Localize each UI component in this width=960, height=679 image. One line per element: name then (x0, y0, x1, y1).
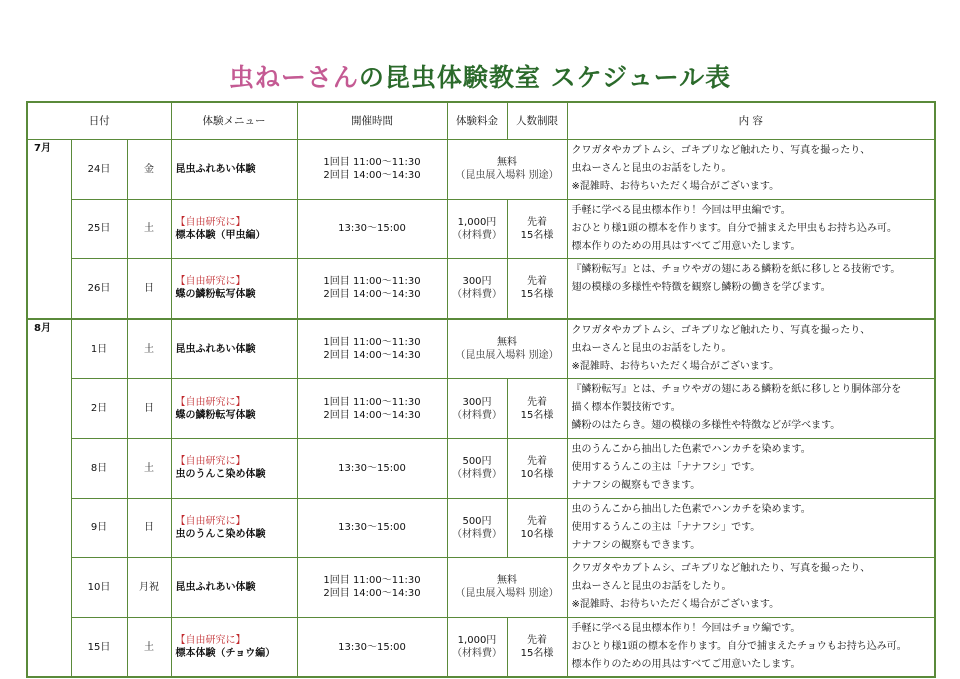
time-slot: 1回目 11:00～11:30 (323, 396, 421, 408)
weekday-cell: 土 (127, 438, 171, 498)
free-research-tag: 【自由研究に】 (175, 396, 246, 408)
limit-label: 先着 (527, 396, 547, 408)
fee-amount: 300円 (462, 276, 492, 288)
menu-name: 蝶の鱗粉転写体験 (175, 409, 256, 421)
fee-amount: 無料 (497, 337, 517, 349)
limit-label: 先着 (527, 515, 547, 527)
content-cell (567, 379, 935, 439)
page-title (0, 58, 960, 94)
weekday-cell: 土 (127, 617, 171, 677)
menu-name: 蝶の鱗粉転写体験 (175, 289, 256, 301)
fee-note: （材料費） (452, 229, 502, 241)
content-line: 虫ねーさんと昆虫のお話をしたり。 (571, 163, 732, 174)
header-menu: 体験メニュー (171, 102, 297, 140)
content-line: 標本作りのための用具はすべてご用意いたします。 (571, 658, 801, 670)
menu-cell (171, 438, 297, 498)
content-cell (567, 498, 935, 558)
day-cell: 10日 (71, 558, 127, 618)
content-line: 虫のうんこから抽出した色素でハンカチを染めます。 (571, 443, 811, 455)
fee-amount: 500円 (462, 456, 492, 468)
fee-cell (447, 319, 567, 379)
fee-cell (447, 438, 507, 498)
limit-count: 10名様 (520, 528, 554, 540)
month-label: 7月 (27, 140, 71, 319)
table-row (27, 259, 935, 319)
fee-note: （材料費） (452, 648, 502, 660)
free-research-tag: 【自由研究に】 (175, 276, 246, 288)
month-label: 8月 (27, 319, 71, 678)
fee-amount: 無料 (497, 157, 517, 169)
menu-name: 昆虫ふれあい体験 (175, 581, 256, 593)
content-line: おひとり様1頭の標本を作ります。自分で捕まえた甲虫もお持ち込み可。 (571, 222, 898, 234)
header-content: 内 容 (567, 102, 935, 140)
time-slot: 13:30～15:00 (338, 462, 406, 474)
content-line: クワガタやカブトムシ、ゴキブリなど触れたり、写真を撮ったり、 (571, 145, 871, 156)
weekday-cell: 土 (127, 199, 171, 259)
time-slot: 1回目 11:00～11:30 (323, 575, 421, 587)
content-cell (567, 319, 935, 379)
menu-cell (171, 259, 297, 319)
header-time: 開催時間 (297, 102, 447, 140)
content-line: ナナフシの観察もできます。 (571, 539, 701, 551)
menu-name: 標本体験（チョウ編） (175, 648, 276, 660)
time-slot: 13:30～15:00 (338, 223, 406, 235)
limit-count: 15名様 (520, 648, 554, 660)
content-line: 『鱗粉転写』とは、チョウやガの翅にある鱗粉を紙に移しとる技術です。 (571, 264, 901, 276)
content-line: 使用するうんこの主は「ナナフシ」です。 (571, 461, 761, 473)
content-line: ※混雑時、お待ちいただく場合がございます。 (571, 181, 780, 192)
fee-amount: 1,000円 (457, 216, 497, 228)
content-line: 手軽に学べる昆虫標本作り！今回はチョウ編です。 (571, 622, 801, 634)
time-cell (297, 617, 447, 677)
time-cell (297, 558, 447, 618)
content-line: ナナフシの観察もできます。 (571, 479, 701, 491)
time-cell (297, 259, 447, 319)
limit-cell (507, 199, 567, 259)
day-cell: 15日 (71, 617, 127, 677)
table-row (27, 438, 935, 498)
menu-cell (171, 617, 297, 677)
content-cell (567, 558, 935, 618)
weekday-cell: 日 (127, 498, 171, 558)
fee-amount: 500円 (462, 515, 492, 527)
limit-cell (507, 438, 567, 498)
menu-cell (171, 319, 297, 379)
fee-cell (447, 558, 567, 618)
limit-label: 先着 (527, 276, 547, 288)
fee-cell (447, 498, 507, 558)
menu-name: 虫のうんこ染め体験 (175, 469, 266, 481)
table-row (27, 140, 935, 200)
weekday-cell: 月祝 (127, 558, 171, 618)
content-line: 使用するうんこの主は「ナナフシ」です。 (571, 521, 761, 533)
content-line: おひとり様1頭の標本を作ります。自分で捕まえたチョウもお持ち込み可。 (571, 640, 907, 652)
content-line: 虫ねーさんと昆虫のお話をしたり。 (571, 342, 732, 354)
schedule-table (26, 101, 936, 678)
day-cell: 8日 (71, 438, 127, 498)
limit-count: 10名様 (520, 469, 554, 481)
content-line: ※混雑時、お待ちいただく場合がございます。 (571, 599, 780, 611)
time-cell (297, 140, 447, 200)
fee-note: （材料費） (452, 289, 502, 301)
time-slot: 13:30～15:00 (338, 522, 406, 534)
table-row (27, 617, 935, 677)
limit-label: 先着 (527, 456, 547, 468)
free-research-tag: 【自由研究に】 (175, 515, 246, 527)
title-brand: 虫ねーさん (228, 63, 359, 92)
table-row (27, 199, 935, 259)
time-slot: 2回目 14:00～14:30 (323, 350, 421, 362)
table-row (27, 558, 935, 618)
day-cell: 9日 (71, 498, 127, 558)
time-slot: 1回目 11:00～11:30 (323, 157, 421, 169)
limit-cell (507, 617, 567, 677)
time-cell (297, 319, 447, 379)
weekday-cell: 金 (127, 140, 171, 200)
content-line: 標本作りのための用具はすべてご用意いたします。 (571, 240, 801, 252)
limit-count: 15名様 (520, 289, 554, 301)
time-slot: 1回目 11:00～11:30 (323, 276, 421, 288)
time-cell (297, 379, 447, 439)
content-line: 鱗粉のはたらき。翅の模様の多様性や特徴などが学べます。 (571, 420, 841, 432)
header-fee: 体験料金 (447, 102, 507, 140)
table-row (27, 498, 935, 558)
time-slot: 13:30～15:00 (338, 641, 406, 653)
limit-count: 15名様 (520, 409, 554, 421)
limit-cell (507, 379, 567, 439)
table-row (27, 319, 935, 379)
weekday-cell: 日 (127, 379, 171, 439)
day-cell: 25日 (71, 199, 127, 259)
content-line: ※混雑時、お待ちいただく場合がございます。 (571, 360, 780, 372)
free-research-tag: 【自由研究に】 (175, 456, 246, 468)
content-line: 翅の模様の多様性や特徴を観察し鱗粉の働きを学びます。 (571, 282, 831, 294)
limit-cell (507, 498, 567, 558)
content-line: クワガタやカブトムシ、ゴキブリなど触れたり、写真を撮ったり、 (571, 324, 871, 336)
fee-note: （昆虫展入場料 別途） (455, 170, 559, 182)
menu-name: 虫のうんこ染め体験 (175, 528, 266, 540)
content-cell (567, 617, 935, 677)
table-row (27, 379, 935, 439)
content-cell (567, 140, 935, 200)
fee-cell (447, 617, 507, 677)
fee-note: （材料費） (452, 528, 502, 540)
content-cell (567, 199, 935, 259)
fee-note: （材料費） (452, 469, 502, 481)
time-cell (297, 199, 447, 259)
day-cell: 2日 (71, 379, 127, 439)
content-line: 手軽に学べる昆虫標本作り！今回は甲虫編です。 (571, 204, 791, 216)
limit-cell (507, 259, 567, 319)
header-date: 日付 (27, 102, 171, 140)
fee-amount: 無料 (497, 575, 517, 587)
limit-label: 先着 (527, 635, 547, 647)
time-slot: 2回目 14:00～14:30 (323, 289, 421, 301)
header-row (27, 102, 935, 140)
fee-note: （昆虫展入場料 別途） (455, 350, 559, 362)
menu-name: 昆虫ふれあい体験 (175, 343, 256, 355)
time-slot: 1回目 11:00～11:30 (323, 337, 421, 349)
fee-cell (447, 199, 507, 259)
fee-amount: 300円 (462, 396, 492, 408)
menu-cell (171, 558, 297, 618)
free-research-tag: 【自由研究に】 (175, 635, 246, 647)
menu-cell (171, 199, 297, 259)
fee-cell (447, 140, 567, 200)
content-cell (567, 259, 935, 319)
fee-amount: 1,000円 (457, 635, 497, 647)
time-cell (297, 438, 447, 498)
weekday-cell: 土 (127, 319, 171, 379)
content-line: 虫のうんこから抽出した色素でハンカチを染めます。 (571, 503, 811, 515)
limit-label: 先着 (527, 216, 547, 228)
day-cell: 24日 (71, 140, 127, 200)
menu-name: 昆虫ふれあい体験 (175, 163, 256, 175)
time-cell (297, 498, 447, 558)
fee-note: （材料費） (452, 409, 502, 421)
content-cell (567, 438, 935, 498)
fee-cell (447, 259, 507, 319)
time-slot: 2回目 14:00～14:30 (323, 170, 421, 182)
limit-count: 15名様 (520, 229, 554, 241)
menu-cell (171, 379, 297, 439)
title-main: の昆虫体験教室 スケジュール表 (358, 63, 732, 92)
time-slot: 2回目 14:00～14:30 (323, 588, 421, 600)
free-research-tag: 【自由研究に】 (175, 216, 246, 228)
menu-cell (171, 140, 297, 200)
day-cell: 1日 (71, 319, 127, 379)
content-line: 虫ねーさんと昆虫のお話をしたり。 (571, 581, 732, 593)
menu-name: 標本体験（甲虫編） (175, 229, 266, 241)
fee-note: （昆虫展入場料 別途） (455, 588, 559, 600)
header-limit: 人数制限 (507, 102, 567, 140)
day-cell: 26日 (71, 259, 127, 319)
content-line: クワガタやカブトムシ、ゴキブリなど触れたり、写真を撮ったり、 (571, 563, 871, 575)
content-line: 描く標本作製技術です。 (571, 402, 681, 414)
menu-cell (171, 498, 297, 558)
weekday-cell: 日 (127, 259, 171, 319)
content-line: 『鱗粉転写』とは、チョウやガの翅にある鱗粉を紙に移しとり胴体部分を (571, 384, 902, 396)
time-slot: 2回目 14:00～14:30 (323, 409, 421, 421)
fee-cell (447, 379, 507, 439)
